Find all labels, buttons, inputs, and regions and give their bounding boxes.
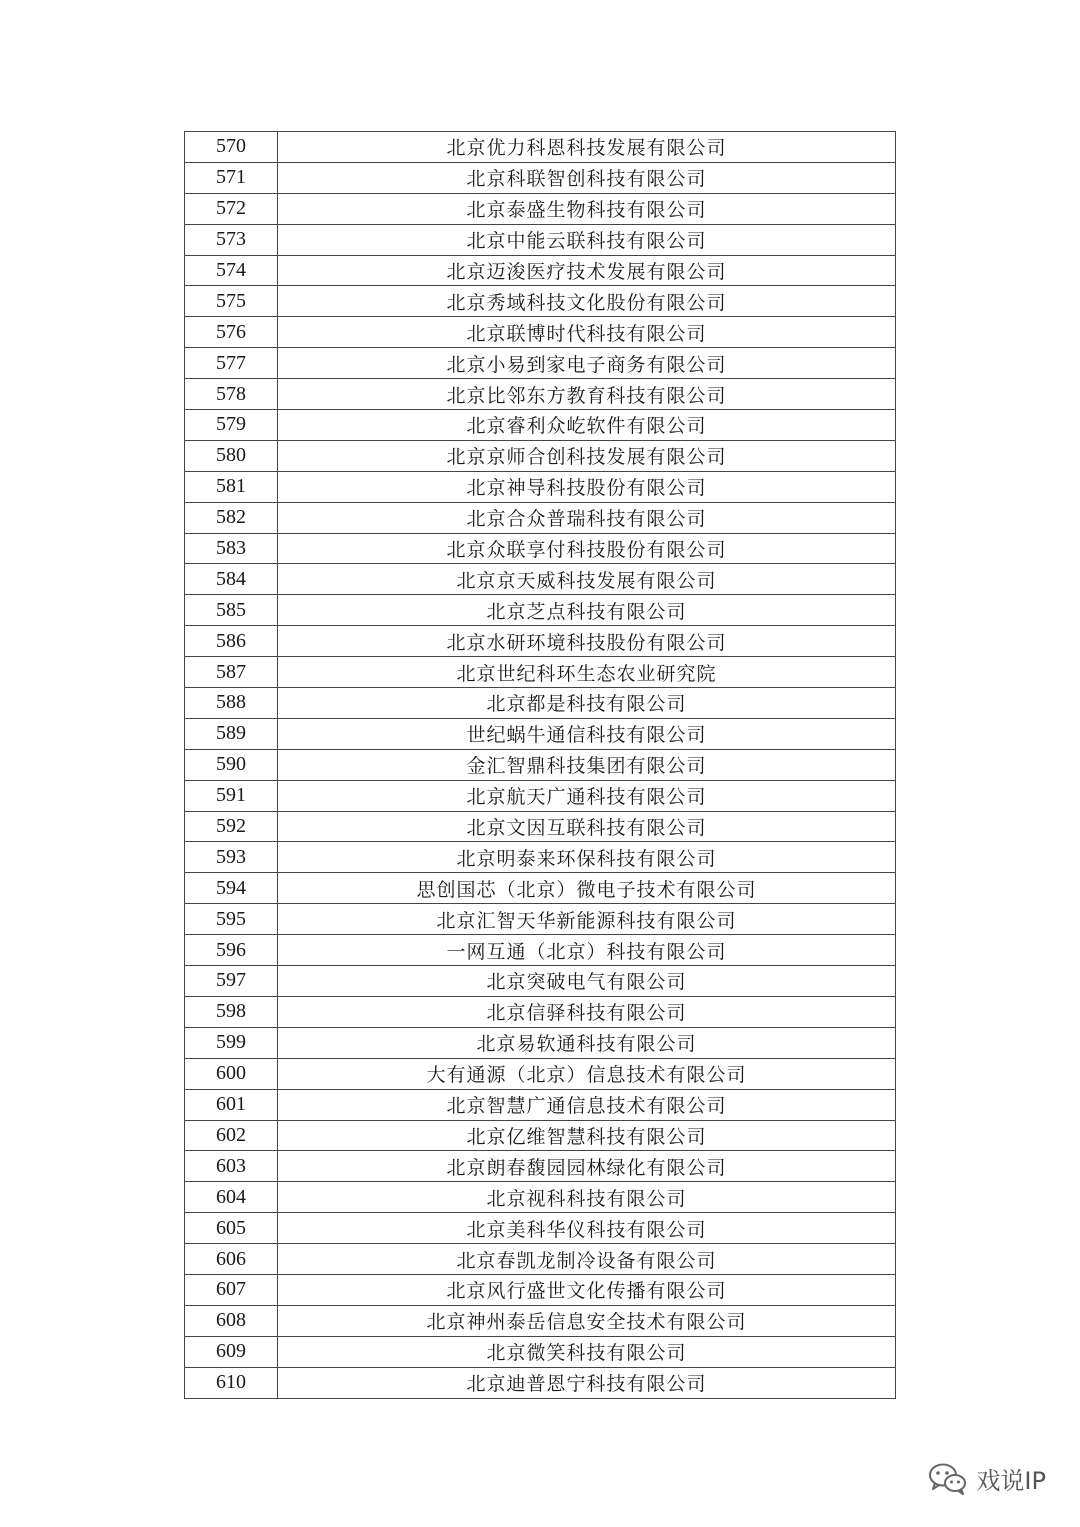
- row-number-cell: 578: [185, 379, 278, 410]
- company-name-cell: 北京合众普瑞科技有限公司: [278, 502, 896, 533]
- table-row: [185, 348, 896, 379]
- table-row: [185, 1336, 896, 1367]
- table-row: [185, 1151, 896, 1182]
- table-row: [185, 688, 896, 719]
- company-name-cell: 北京航天广通科技有限公司: [278, 780, 896, 811]
- table-row: [185, 132, 896, 163]
- company-name-cell: 北京比邻东方教育科技有限公司: [278, 379, 896, 410]
- company-name-cell: 北京世纪科环生态农业研究院: [278, 657, 896, 688]
- company-name-cell: 北京信驿科技有限公司: [278, 996, 896, 1027]
- row-number-cell: 585: [185, 595, 278, 626]
- table-row: [185, 1274, 896, 1305]
- company-name-cell: 北京微笑科技有限公司: [278, 1336, 896, 1367]
- company-name-cell: 北京京师合创科技发展有限公司: [278, 440, 896, 471]
- row-number-cell: 609: [185, 1336, 278, 1367]
- company-name-cell: 金汇智鼎科技集团有限公司: [278, 749, 896, 780]
- table-row: [185, 440, 896, 471]
- company-name-cell: 一网互通（北京）科技有限公司: [278, 935, 896, 966]
- row-number-cell: 592: [185, 811, 278, 842]
- table-row: [185, 193, 896, 224]
- company-name-cell: 北京智慧广通信息技术有限公司: [278, 1089, 896, 1120]
- company-name-cell: 北京京天威科技发展有限公司: [278, 564, 896, 595]
- company-name-cell: 北京文因互联科技有限公司: [278, 811, 896, 842]
- table-row: [185, 657, 896, 688]
- company-name-cell: 大有通源（北京）信息技术有限公司: [278, 1058, 896, 1089]
- company-name-cell: 北京秀域科技文化股份有限公司: [278, 286, 896, 317]
- company-name-cell: 北京泰盛生物科技有限公司: [278, 193, 896, 224]
- wechat-icon: [928, 1462, 968, 1496]
- company-name-cell: 北京风行盛世文化传播有限公司: [278, 1274, 896, 1305]
- row-number-cell: 577: [185, 348, 278, 379]
- company-name-cell: 北京美科华仪科技有限公司: [278, 1213, 896, 1244]
- table-row: [185, 1027, 896, 1058]
- row-number-cell: 583: [185, 533, 278, 564]
- row-number-cell: 603: [185, 1151, 278, 1182]
- row-number-cell: 581: [185, 471, 278, 502]
- table-row: [185, 749, 896, 780]
- company-name-cell: 北京众联享付科技股份有限公司: [278, 533, 896, 564]
- table-row: [185, 626, 896, 657]
- row-number-cell: 595: [185, 904, 278, 935]
- row-number-cell: 591: [185, 780, 278, 811]
- table-row: [185, 379, 896, 410]
- row-number-cell: 570: [185, 132, 278, 163]
- table-row: [185, 410, 896, 441]
- table-row: [185, 533, 896, 564]
- table-row: [185, 935, 896, 966]
- company-list-table: [184, 131, 896, 1399]
- row-number-cell: 575: [185, 286, 278, 317]
- row-number-cell: 587: [185, 657, 278, 688]
- company-name-cell: 北京易软通科技有限公司: [278, 1027, 896, 1058]
- company-name-cell: 北京中能云联科技有限公司: [278, 224, 896, 255]
- table-row: [185, 286, 896, 317]
- row-number-cell: 574: [185, 255, 278, 286]
- company-name-cell: 北京视科科技有限公司: [278, 1182, 896, 1213]
- table-body: [185, 132, 896, 1399]
- company-name-cell: 北京亿维智慧科技有限公司: [278, 1120, 896, 1151]
- row-number-cell: 584: [185, 564, 278, 595]
- table-row: [185, 317, 896, 348]
- table-row: [185, 502, 896, 533]
- watermark-text: 戏说IP: [976, 1467, 1046, 1495]
- row-number-cell: 586: [185, 626, 278, 657]
- table-row: [185, 842, 896, 873]
- company-name-cell: 北京迈浚医疗技术发展有限公司: [278, 255, 896, 286]
- table-row: [185, 162, 896, 193]
- row-number-cell: 593: [185, 842, 278, 873]
- company-name-cell: 北京小易到家电子商务有限公司: [278, 348, 896, 379]
- watermark: [928, 1461, 1046, 1496]
- company-name-cell: 北京明泰来环保科技有限公司: [278, 842, 896, 873]
- row-number-cell: 598: [185, 996, 278, 1027]
- row-number-cell: 580: [185, 440, 278, 471]
- table-row: [185, 1182, 896, 1213]
- row-number-cell: 589: [185, 718, 278, 749]
- table-row: [185, 996, 896, 1027]
- company-name-cell: 北京芝点科技有限公司: [278, 595, 896, 626]
- row-number-cell: 605: [185, 1213, 278, 1244]
- row-number-cell: 607: [185, 1274, 278, 1305]
- row-number-cell: 610: [185, 1367, 278, 1398]
- table-row: [185, 224, 896, 255]
- company-name-cell: 北京迪普恩宁科技有限公司: [278, 1367, 896, 1398]
- company-name-cell: 北京优力科恩科技发展有限公司: [278, 132, 896, 163]
- row-number-cell: 604: [185, 1182, 278, 1213]
- row-number-cell: 572: [185, 193, 278, 224]
- row-number-cell: 582: [185, 502, 278, 533]
- table-row: [185, 873, 896, 904]
- table-row: [185, 780, 896, 811]
- row-number-cell: 601: [185, 1089, 278, 1120]
- row-number-cell: 573: [185, 224, 278, 255]
- table-row: [185, 1244, 896, 1275]
- table-row: [185, 564, 896, 595]
- row-number-cell: 599: [185, 1027, 278, 1058]
- table-row: [185, 471, 896, 502]
- table-row: [185, 1367, 896, 1398]
- table-row: [185, 718, 896, 749]
- row-number-cell: 596: [185, 935, 278, 966]
- table-row: [185, 1305, 896, 1336]
- company-name-cell: 北京联博时代科技有限公司: [278, 317, 896, 348]
- table-row: [185, 966, 896, 997]
- company-name-cell: 北京朗春馥园园林绿化有限公司: [278, 1151, 896, 1182]
- row-number-cell: 600: [185, 1058, 278, 1089]
- table-row: [185, 1213, 896, 1244]
- row-number-cell: 606: [185, 1244, 278, 1275]
- company-name-cell: 北京都是科技有限公司: [278, 688, 896, 719]
- table-row: [185, 1058, 896, 1089]
- company-name-cell: 北京科联智创科技有限公司: [278, 162, 896, 193]
- company-name-cell: 北京睿利众屹软件有限公司: [278, 410, 896, 441]
- table-row: [185, 811, 896, 842]
- table-row: [185, 1089, 896, 1120]
- company-name-cell: 北京神导科技股份有限公司: [278, 471, 896, 502]
- company-name-cell: 北京突破电气有限公司: [278, 966, 896, 997]
- row-number-cell: 571: [185, 162, 278, 193]
- company-name-cell: 北京春凯龙制冷设备有限公司: [278, 1244, 896, 1275]
- company-name-cell: 世纪蜗牛通信科技有限公司: [278, 718, 896, 749]
- table-row: [185, 255, 896, 286]
- row-number-cell: 588: [185, 688, 278, 719]
- row-number-cell: 602: [185, 1120, 278, 1151]
- row-number-cell: 608: [185, 1305, 278, 1336]
- table-row: [185, 1120, 896, 1151]
- company-name-cell: 北京水研环境科技股份有限公司: [278, 626, 896, 657]
- company-name-cell: 思创国芯（北京）微电子技术有限公司: [278, 873, 896, 904]
- row-number-cell: 579: [185, 410, 278, 441]
- row-number-cell: 590: [185, 749, 278, 780]
- company-name-cell: 北京神州泰岳信息安全技术有限公司: [278, 1305, 896, 1336]
- row-number-cell: 576: [185, 317, 278, 348]
- row-number-cell: 597: [185, 966, 278, 997]
- table-row: [185, 595, 896, 626]
- table-row: [185, 904, 896, 935]
- row-number-cell: 594: [185, 873, 278, 904]
- company-name-cell: 北京汇智天华新能源科技有限公司: [278, 904, 896, 935]
